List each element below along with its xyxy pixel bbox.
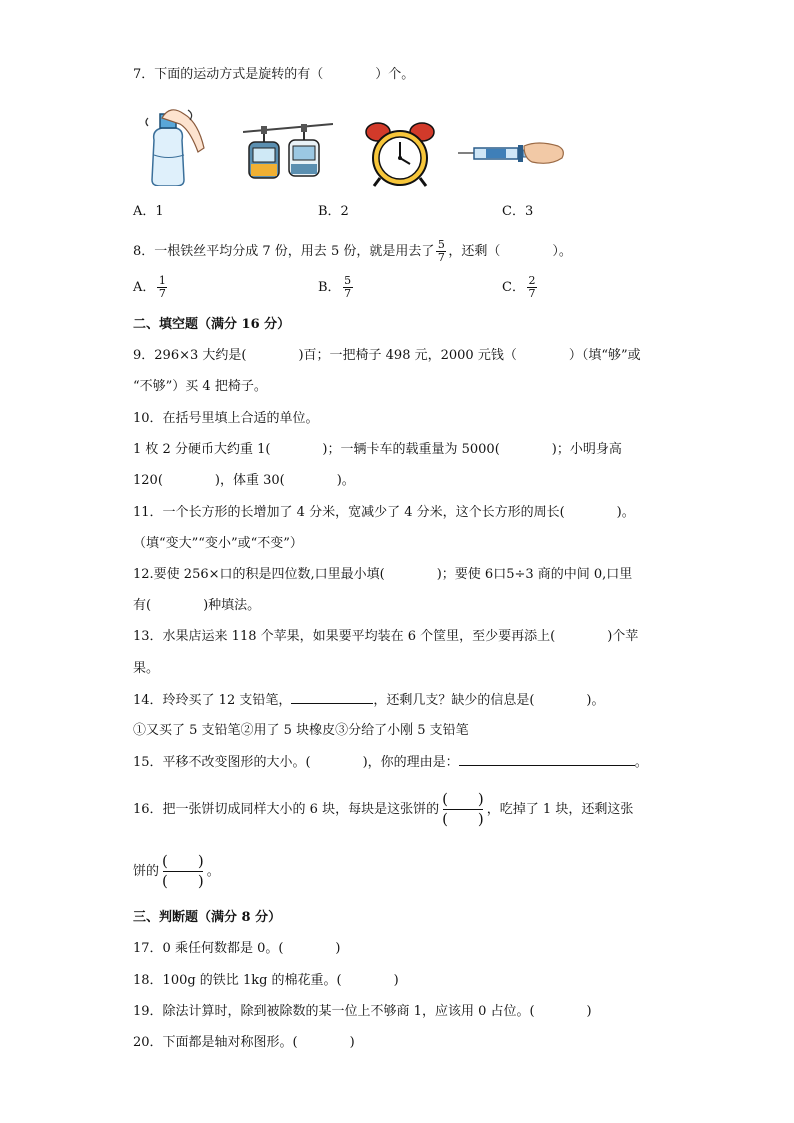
q15-before: 15．平移不改变图形的大小。( )，你的理由是：	[133, 755, 459, 770]
q14-before: 14．玲玲买了 12 支铅笔，	[133, 693, 292, 708]
q16-blank-den-2: ( )	[162, 872, 204, 890]
q16-line1	[133, 790, 633, 830]
q8-option-a-label: A．	[133, 280, 156, 295]
q8-option-b-label: B．	[318, 280, 341, 295]
q14-answer-blank[interactable]	[291, 691, 373, 704]
q10-line2: 1 枚 2 分硬币大约重 1( )；一辆卡车的载重量为 5000( )；小明身高	[133, 442, 622, 457]
q8-option-a-fraction	[157, 275, 167, 300]
q16-blank-num-2: ( )	[162, 852, 204, 870]
q8-option-c[interactable]	[502, 275, 539, 300]
q12-line2: 有( )种填法。	[133, 598, 261, 613]
q19-text: 19．除法计算时，除到被除数的某一位上不够商 1，应该用 0 占位。( )	[133, 1004, 592, 1019]
q15-text	[133, 753, 648, 772]
q7-option-a[interactable]: A．1	[133, 204, 164, 219]
water-bottle-icon	[140, 100, 210, 186]
q14-after: ，还剩几支？缺少的信息是( )。	[373, 693, 605, 708]
q16-line1-after: ，吃掉了 1 块，还剩这张	[486, 802, 634, 817]
q14-text	[133, 691, 605, 710]
q8-option-b-fraction	[343, 275, 353, 300]
q12-line1: 12.要使 256×口的积是四位数,口里最小填( )；要使 6口5÷3 商的中间 0,口里	[133, 567, 633, 582]
q16-fraction-blank-1[interactable]	[442, 790, 484, 829]
q13-line1: 13．水果店运来 118 个苹果，如果要平均装在 6 个筐里，至少要再添上( )个苹	[133, 629, 639, 644]
q9-line2: “不够”）买 4 把椅子。	[133, 379, 267, 394]
q8-text-before: 8．一根铁丝平均分成 7 份，用去 5 份，就是用去了	[133, 244, 435, 259]
q15-after: 。	[634, 755, 648, 770]
q16-blank-den-1: ( )	[442, 810, 484, 828]
q8-option-c-den: 7	[528, 287, 536, 300]
q11-line1: 11．一个长方形的长增加了 4 分米，宽减少了 4 分米，这个长方形的周长( )。	[133, 505, 635, 520]
q14-options: ①又买了 5 支铅笔②用了 5 块橡皮③分给了小刚 5 支铅笔	[133, 723, 469, 738]
q18-text: 18．100g 的铁比 1kg 的棉花重。( )	[133, 973, 399, 988]
q8-option-c-fraction	[527, 275, 537, 300]
q16-line2-before: 饼的	[133, 864, 160, 879]
q7-option-c[interactable]: C．3	[502, 204, 534, 219]
section-2-heading: 二、填空题（满分 16 分）	[133, 317, 291, 332]
q16-line2-after: 。	[206, 864, 220, 879]
q16-blank-num-1: ( )	[442, 790, 484, 808]
q8-text-after: ，还剩（ ）。	[448, 244, 572, 259]
q8-fraction-den: 7	[437, 251, 445, 264]
q8-option-a[interactable]	[133, 275, 169, 300]
q8-fraction-num: 5	[437, 238, 445, 251]
q20-text: 20．下面都是轴对称图形。( )	[133, 1035, 355, 1050]
q7-text: 7．下面的运动方式是旋转的有（ ）个。	[133, 67, 415, 82]
q15-reason-blank[interactable]	[459, 753, 635, 766]
q7-option-b[interactable]: B．2	[318, 204, 349, 219]
q16-line1-before: 16．把一张饼切成同样大小的 6 块，每块是这张饼的	[133, 802, 440, 817]
q13-line2: 果。	[133, 661, 160, 676]
q8-text	[133, 239, 572, 264]
q10-line3: 120( )，体重 30( )。	[133, 473, 355, 488]
q8-option-c-label: C．	[502, 280, 525, 295]
q8-fraction	[436, 239, 446, 264]
q16-fraction-blank-2[interactable]	[162, 852, 204, 891]
q17-text: 17．0 乘任何数都是 0。( )	[133, 941, 341, 956]
q9-line1: 9．296×3 大约是( )百；一把椅子 498 元，2000 元钱（ ）（填“够”或	[133, 348, 641, 363]
syringe-icon	[458, 138, 568, 172]
q10-line1: 10．在括号里填上合适的单位。	[133, 411, 319, 426]
section-3-heading: 三、判断题（满分 8 分）	[133, 910, 282, 925]
q8-option-b[interactable]	[318, 275, 355, 300]
q8-option-c-num: 2	[528, 274, 536, 287]
alarm-clock-icon	[364, 120, 436, 188]
q8-option-a-num: 1	[158, 274, 166, 287]
q8-option-b-num: 5	[344, 274, 352, 287]
q11-line2: （填“变大”“变小”或“不变”）	[133, 536, 303, 551]
q8-option-a-den: 7	[158, 287, 166, 300]
q16-line2	[133, 852, 220, 892]
cable-car-icon	[243, 122, 333, 186]
q8-option-b-den: 7	[344, 287, 352, 300]
